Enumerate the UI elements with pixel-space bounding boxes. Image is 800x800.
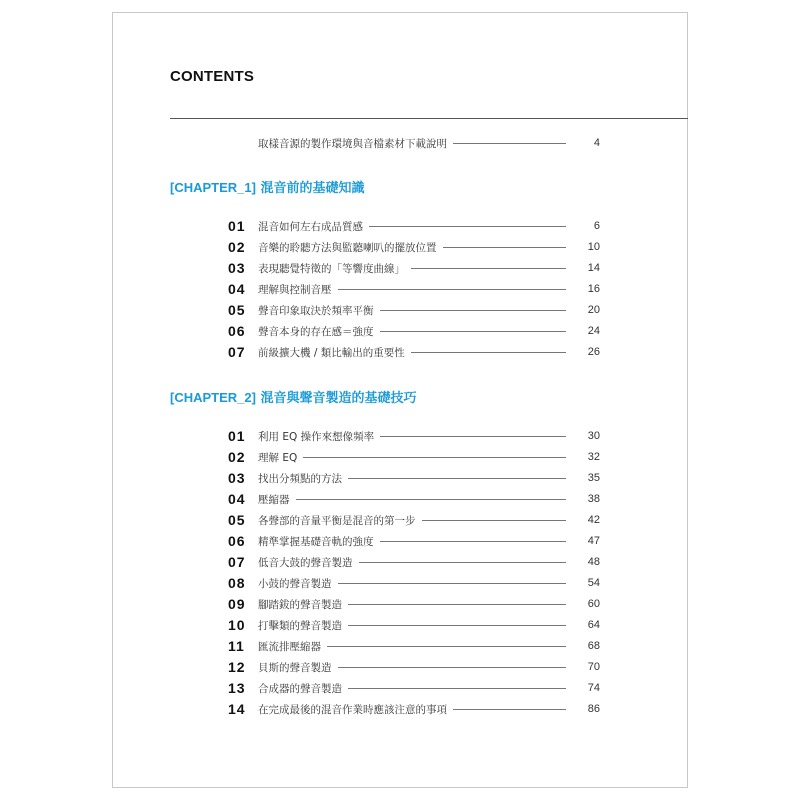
entry-title: 匯流排壓縮器 <box>258 640 321 653</box>
entry-title: 前級擴大機 / 類比輸出的重要性 <box>258 346 405 359</box>
toc-entry[interactable] <box>228 449 600 465</box>
toc-entry[interactable] <box>228 533 600 549</box>
entry-number: 01 <box>228 428 246 444</box>
chapter-heading[interactable] <box>170 177 365 196</box>
entry-title: 理解與控制音壓 <box>258 283 332 296</box>
entry-page: 32 <box>587 451 600 463</box>
entry-title: 混音如何左右成品質感 <box>258 220 363 233</box>
entry-page: 10 <box>587 241 600 253</box>
toc-entry[interactable] <box>228 596 600 612</box>
leader-line <box>338 583 567 584</box>
toc-entry[interactable] <box>228 491 600 507</box>
toc-entry[interactable] <box>228 344 600 360</box>
chapter-heading[interactable] <box>170 387 417 406</box>
entry-title: 壓縮器 <box>258 493 290 506</box>
leader-line <box>380 310 567 311</box>
entry-number: 06 <box>228 533 246 549</box>
entry-title: 聲音本身的存在感＝強度 <box>258 325 374 338</box>
entry-page: 68 <box>587 640 600 652</box>
leader-line <box>327 646 566 647</box>
page-edge <box>687 12 688 788</box>
entry-title: 音樂的聆聽方法與監聽喇叭的擺放位置 <box>258 241 437 254</box>
leader-line <box>348 625 566 626</box>
toc-entry-intro[interactable] <box>258 135 600 151</box>
leader-line <box>380 331 567 332</box>
entry-title: 腳踏鈸的聲音製造 <box>258 598 342 611</box>
entry-title: 打擊類的聲音製造 <box>258 619 342 632</box>
title-divider <box>170 118 688 119</box>
leader-line <box>348 478 566 479</box>
entry-number: 08 <box>228 575 246 591</box>
entry-number: 11 <box>228 638 245 654</box>
entry-page: 26 <box>587 346 600 358</box>
entry-number: 04 <box>228 281 246 297</box>
entry-number: 05 <box>228 302 246 318</box>
leader-line <box>380 436 566 437</box>
leader-line <box>369 226 566 227</box>
leader-line <box>338 667 567 668</box>
leader-line <box>411 268 566 269</box>
leader-line <box>348 604 566 605</box>
leader-line <box>443 247 567 248</box>
entry-title: 低音大鼓的聲音製造 <box>258 556 353 569</box>
entry-title: 在完成最後的混音作業時應該注意的事項 <box>258 703 447 716</box>
entry-page: 4 <box>593 137 600 149</box>
entry-title: 理解 EQ <box>258 451 298 464</box>
toc-entry[interactable] <box>228 659 600 675</box>
entry-page: 86 <box>587 703 600 715</box>
leader-line <box>422 520 567 521</box>
toc-entry[interactable] <box>228 470 600 486</box>
toc-entry[interactable] <box>228 701 600 717</box>
entry-number: 09 <box>228 596 246 612</box>
entry-page: 20 <box>587 304 600 316</box>
entry-number: 10 <box>228 617 246 633</box>
entry-page: 70 <box>587 661 600 673</box>
toc-entry[interactable] <box>228 239 600 255</box>
entry-number: 03 <box>228 260 246 276</box>
leader-line <box>348 688 566 689</box>
entry-page: 47 <box>587 535 600 547</box>
leader-line <box>380 541 567 542</box>
entry-number: 06 <box>228 323 246 339</box>
entry-title: 找出分頻點的方法 <box>258 472 342 485</box>
entry-title: 貝斯的聲音製造 <box>258 661 332 674</box>
entry-title: 利用 EQ 操作來想像頻率 <box>258 430 375 443</box>
toc-entry[interactable] <box>228 554 600 570</box>
chapter-name: 混音與聲音製造的基礎技巧 <box>260 391 417 406</box>
entry-page: 64 <box>587 619 600 631</box>
leader-line <box>338 289 567 290</box>
entry-page: 74 <box>587 682 600 694</box>
entry-number: 02 <box>228 449 246 465</box>
chapter-tag: [CHAPTER_2] <box>170 390 256 405</box>
toc-entry[interactable] <box>228 680 600 696</box>
entry-title: 各聲部的音量平衡是混音的第一步 <box>258 514 416 527</box>
toc-entry[interactable] <box>228 512 600 528</box>
toc-entry[interactable] <box>228 575 600 591</box>
entry-number: 14 <box>228 701 246 717</box>
entry-number: 13 <box>228 680 246 696</box>
entry-title: 取樣音源的製作環境與音檔素材下載說明 <box>258 137 447 150</box>
entry-page: 38 <box>587 493 600 505</box>
chapter-tag: [CHAPTER_1] <box>170 180 256 195</box>
entry-page: 30 <box>587 430 600 442</box>
toc-entry[interactable] <box>228 302 600 318</box>
leader-line <box>296 499 567 500</box>
entry-title: 精準掌握基礎音軌的強度 <box>258 535 374 548</box>
toc-entry[interactable] <box>228 260 600 276</box>
entry-title: 表現聽覺特徵的「等響度曲線」 <box>258 262 405 275</box>
entry-number: 02 <box>228 239 246 255</box>
entry-page: 48 <box>587 556 600 568</box>
leader-line <box>359 562 567 563</box>
entry-page: 54 <box>587 577 600 589</box>
entry-page: 35 <box>587 472 600 484</box>
entry-number: 03 <box>228 470 246 486</box>
toc-entry[interactable] <box>228 281 600 297</box>
leader-line <box>411 352 566 353</box>
leader-line <box>453 709 566 710</box>
page-title: CONTENTS <box>170 68 255 85</box>
entry-title: 小鼓的聲音製造 <box>258 577 332 590</box>
toc-entry[interactable] <box>228 617 600 633</box>
entry-number: 01 <box>228 218 246 234</box>
entry-page: 6 <box>593 220 600 232</box>
leader-line <box>453 143 566 144</box>
entry-number: 05 <box>228 512 246 528</box>
toc-entry[interactable] <box>228 428 600 444</box>
entry-page: 16 <box>587 283 600 295</box>
entry-page: 60 <box>587 598 600 610</box>
entry-number: 04 <box>228 491 246 507</box>
entry-number: 07 <box>228 554 246 570</box>
entry-number: 07 <box>228 344 246 360</box>
entry-page: 42 <box>587 514 600 526</box>
chapter-name: 混音前的基礎知識 <box>260 181 365 196</box>
entry-title: 聲音印象取決於頻率平衡 <box>258 304 374 317</box>
entry-number: 12 <box>228 659 246 675</box>
entry-title: 合成器的聲音製造 <box>258 682 342 695</box>
toc-entry[interactable] <box>228 218 600 234</box>
entry-page: 14 <box>587 262 600 274</box>
entry-page: 24 <box>587 325 600 337</box>
toc-entry[interactable] <box>228 638 600 654</box>
toc-entry[interactable] <box>228 323 600 339</box>
leader-line <box>303 457 566 458</box>
